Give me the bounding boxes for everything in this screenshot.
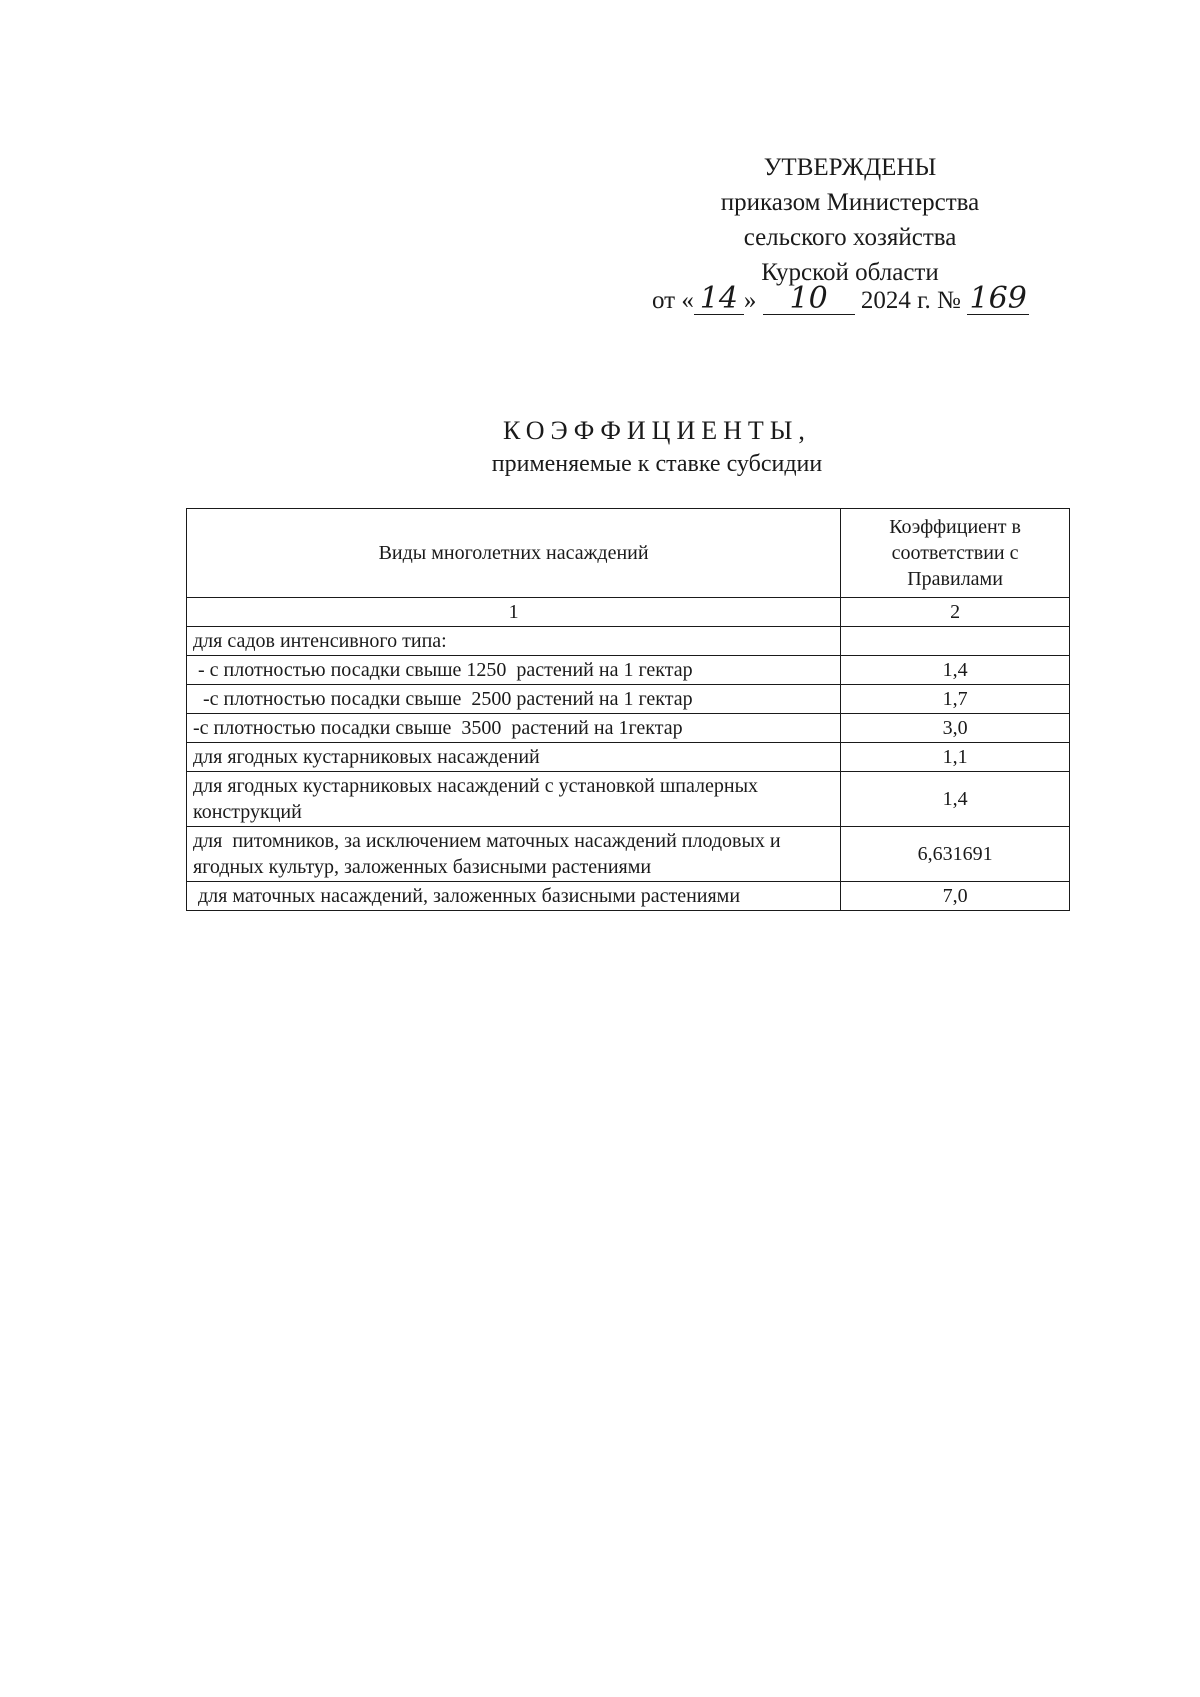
table-row xyxy=(187,882,1070,911)
row-label: для садов интенсивного типа: xyxy=(187,627,841,656)
approval-title: УТВЕРЖДЕНЫ xyxy=(763,154,937,181)
table-row xyxy=(187,743,1070,772)
table-row xyxy=(187,685,1070,714)
row-coefficient: 1,7 xyxy=(841,685,1070,714)
table-row xyxy=(187,827,1070,882)
row-label: для питомников, за исключением маточных насаждений плодовых и ягодных культур, заложенных базисными растениями xyxy=(187,827,841,882)
date-prefix: от « xyxy=(652,287,694,314)
approval-line-order: приказом Министерства xyxy=(720,189,980,216)
coefficients-table xyxy=(186,508,1070,911)
row-label: -с плотностью посадки свыше 2500 растений на 1 гектар xyxy=(187,685,841,714)
order-number-handwritten: 169 xyxy=(967,284,1029,315)
row-label: - с плотностью посадки свыше 1250 растений на 1 гектар xyxy=(187,656,841,685)
approval-block xyxy=(600,150,1100,290)
table-row xyxy=(187,714,1070,743)
table-row xyxy=(187,772,1070,827)
header-plantings-type: Виды многолетних насаждений xyxy=(187,509,841,598)
row-coefficient: 6,631691 xyxy=(841,827,1070,882)
table-row xyxy=(187,656,1070,685)
row-label: -с плотностью посадки свыше 3500 растений на 1гектар xyxy=(187,714,841,743)
date-quote-close: » xyxy=(743,287,757,314)
row-label: для ягодных кустарниковых насаждений xyxy=(187,743,841,772)
row-coefficient: 1,4 xyxy=(841,772,1070,827)
approval-date-line xyxy=(652,281,1029,316)
date-year: 2024 г. № xyxy=(860,287,961,314)
row-coefficient xyxy=(841,627,1070,656)
table-index-row xyxy=(187,598,1070,627)
index-col-1: 1 xyxy=(187,598,841,627)
approval-line-ministry: сельского хозяйства xyxy=(743,224,957,251)
document-subtitle: применяемые к ставке субсидии xyxy=(491,451,823,477)
row-label: для ягодных кустарниковых насаждений с установкой шпалерных конструкций xyxy=(187,772,841,827)
row-coefficient: 3,0 xyxy=(841,714,1070,743)
document-heading xyxy=(200,414,1114,480)
index-col-2: 2 xyxy=(841,598,1070,627)
row-coefficient: 1,4 xyxy=(841,656,1070,685)
row-label: для маточных насаждений, заложенных базисными растениями xyxy=(187,882,841,911)
date-month-handwritten: 10 xyxy=(763,284,855,315)
date-day-handwritten: 14 xyxy=(694,284,744,315)
table-header-row xyxy=(187,509,1070,598)
row-coefficient: 7,0 xyxy=(841,882,1070,911)
header-coefficient: Коэффициент в соответствии с Правилами xyxy=(841,509,1070,598)
approval-line-region: Курской области xyxy=(761,259,939,286)
table-row xyxy=(187,627,1070,656)
row-coefficient: 1,1 xyxy=(841,743,1070,772)
document-title: КОЭФФИЦИЕНТЫ, xyxy=(503,416,811,445)
